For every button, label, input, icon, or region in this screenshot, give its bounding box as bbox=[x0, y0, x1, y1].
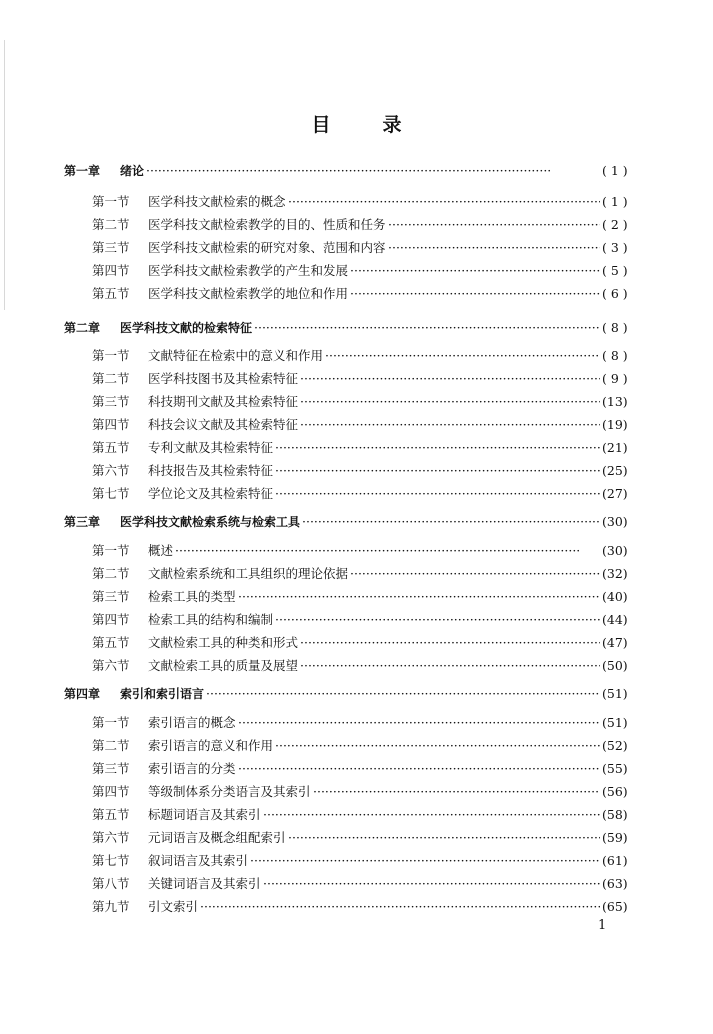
toc-entry-title: 文献特征在检索中的意义和作用 bbox=[148, 348, 324, 363]
toc-page-ref: (32) bbox=[602, 566, 628, 581]
toc-page-ref: (40) bbox=[602, 589, 628, 604]
toc-page-ref: ( 1 ) bbox=[602, 194, 628, 209]
toc-section-row[interactable] bbox=[0, 415, 713, 435]
toc-section-row[interactable] bbox=[0, 656, 713, 676]
toc-leader-dots bbox=[200, 897, 600, 917]
toc-section-row[interactable] bbox=[0, 736, 713, 756]
toc-entry-number: 第七节 bbox=[92, 486, 130, 501]
toc-entry-title: 检索工具的结构和编制 bbox=[148, 612, 274, 627]
toc-entry-number: 第四节 bbox=[92, 784, 130, 799]
toc-entry-number: 第一节 bbox=[92, 194, 130, 209]
toc-entry-title: 科技报告及其检索特征 bbox=[148, 463, 274, 478]
page-number: 1 bbox=[598, 918, 607, 933]
toc-leader-dots bbox=[350, 564, 600, 584]
toc-section-row[interactable] bbox=[0, 541, 713, 561]
toc-leader-dots bbox=[254, 318, 600, 338]
toc-page-ref: (30) bbox=[602, 514, 628, 529]
toc-page-ref: (30) bbox=[602, 543, 628, 558]
toc-leader-dots bbox=[175, 541, 600, 561]
toc-entry-title: 检索工具的类型 bbox=[148, 589, 236, 604]
toc-entry-title: 叙词语言及其索引 bbox=[148, 853, 249, 868]
toc-entry-number: 第三节 bbox=[92, 240, 130, 255]
toc-page-ref: (51) bbox=[602, 715, 628, 730]
toc-leader-dots bbox=[206, 684, 600, 704]
toc-entry-title: 索引和索引语言 bbox=[120, 687, 205, 701]
toc-entry-title: 科技期刊文献及其检索特征 bbox=[148, 394, 299, 409]
toc-entry-title: 元词语言及概念组配索引 bbox=[148, 830, 286, 845]
toc-section-row[interactable] bbox=[0, 438, 713, 458]
toc-leader-dots bbox=[238, 587, 600, 607]
toc-entry-title: 医学科技图书及其检索特征 bbox=[148, 371, 299, 386]
toc-entry-number: 第三节 bbox=[92, 761, 130, 776]
toc-entry-title: 概述 bbox=[148, 543, 174, 558]
toc-page-ref: (56) bbox=[602, 784, 628, 799]
toc-leader-dots bbox=[146, 161, 600, 181]
toc-entry-title: 医学科技文献检索的概念 bbox=[148, 194, 286, 209]
toc-entry-number: 第四节 bbox=[92, 417, 130, 432]
toc-page-ref: (13) bbox=[602, 394, 628, 409]
toc-page-ref: ( 8 ) bbox=[602, 348, 628, 363]
toc-entry-number: 第五节 bbox=[92, 440, 130, 455]
toc-leader-dots bbox=[388, 215, 600, 235]
toc-entry-title: 引文索引 bbox=[148, 899, 199, 914]
toc-entry-number: 第六节 bbox=[92, 658, 130, 673]
toc-page-ref: (44) bbox=[602, 612, 628, 627]
toc-section-row[interactable] bbox=[0, 192, 713, 212]
toc-leader-dots bbox=[350, 284, 600, 304]
title-char-2: 录 bbox=[382, 114, 402, 136]
toc-section-row[interactable] bbox=[0, 587, 713, 607]
toc-page-ref: (61) bbox=[602, 853, 628, 868]
toc-page-ref: ( 3 ) bbox=[602, 240, 628, 255]
toc-page-ref: (52) bbox=[602, 738, 628, 753]
toc-leader-dots bbox=[300, 633, 600, 653]
toc-entry-number: 第二节 bbox=[92, 371, 130, 386]
toc-entry-number: 第三章 bbox=[64, 515, 101, 529]
toc-section-row[interactable] bbox=[0, 713, 713, 733]
toc-entry-title: 文献检索工具的质量及展望 bbox=[148, 658, 299, 673]
toc-entry-number: 第四节 bbox=[92, 263, 130, 278]
toc-page-ref: (27) bbox=[602, 486, 628, 501]
toc-entry-number: 第七节 bbox=[92, 853, 130, 868]
toc-entry-title: 绪论 bbox=[120, 164, 145, 178]
toc-page-ref: ( 2 ) bbox=[602, 217, 628, 232]
toc-leader-dots bbox=[275, 484, 600, 504]
toc-entry-number: 第二节 bbox=[92, 566, 130, 581]
toc-leader-dots bbox=[302, 512, 600, 532]
toc-leader-dots bbox=[275, 438, 600, 458]
toc-entry-number: 第二章 bbox=[64, 321, 101, 335]
toc-section-row[interactable] bbox=[0, 759, 713, 779]
toc-entry-title: 文献检索系统和工具组织的理论依据 bbox=[148, 566, 349, 581]
toc-leader-dots bbox=[250, 851, 600, 871]
toc-page-ref: ( 9 ) bbox=[602, 371, 628, 386]
toc-leader-dots bbox=[263, 874, 600, 894]
toc-leader-dots bbox=[275, 736, 600, 756]
toc-page-ref: ( 5 ) bbox=[602, 263, 628, 278]
toc-entry-number: 第一节 bbox=[92, 715, 130, 730]
toc-leader-dots bbox=[288, 192, 600, 212]
toc-entry-title: 医学科技文献检索教学的地位和作用 bbox=[148, 286, 349, 301]
toc-page-ref: (50) bbox=[602, 658, 628, 673]
toc-entry-number: 第二节 bbox=[92, 217, 130, 232]
page-title bbox=[0, 110, 713, 137]
toc-page-ref: ( 8 ) bbox=[602, 320, 628, 335]
toc-entry-title: 索引语言的概念 bbox=[148, 715, 236, 730]
toc-section-row[interactable] bbox=[0, 564, 713, 584]
toc-entry-number: 第三节 bbox=[92, 589, 130, 604]
toc-entry-title: 关键词语言及其索引 bbox=[148, 876, 261, 891]
toc-entry-number: 第五节 bbox=[92, 286, 130, 301]
title-char-1: 目 bbox=[311, 114, 331, 136]
toc-section-row[interactable] bbox=[0, 284, 713, 304]
toc-section-row[interactable] bbox=[0, 782, 713, 802]
toc-entry-number: 第四节 bbox=[92, 612, 130, 627]
toc-page-ref: (47) bbox=[602, 635, 628, 650]
toc-page-ref: (59) bbox=[602, 830, 628, 845]
toc-entry-title: 索引语言的分类 bbox=[148, 761, 236, 776]
toc-section-row[interactable] bbox=[0, 897, 713, 917]
toc-section-row[interactable] bbox=[0, 461, 713, 481]
toc-entry-number: 第一节 bbox=[92, 543, 130, 558]
toc-entry-number: 第八节 bbox=[92, 876, 130, 891]
toc-chapter-row[interactable] bbox=[0, 684, 713, 704]
toc-leader-dots bbox=[263, 805, 600, 825]
toc-page-ref: (19) bbox=[602, 417, 628, 432]
toc-page-ref: (51) bbox=[602, 686, 628, 701]
toc-entry-title: 科技会议文献及其检索特征 bbox=[148, 417, 299, 432]
toc-section-row[interactable] bbox=[0, 874, 713, 894]
toc-section-row[interactable] bbox=[0, 392, 713, 412]
toc-section-row[interactable] bbox=[0, 828, 713, 848]
toc-entry-title: 医学科技文献检索教学的目的、性质和任务 bbox=[148, 217, 386, 232]
toc-page-ref: (55) bbox=[602, 761, 628, 776]
toc-entry-number: 第四章 bbox=[64, 687, 101, 701]
toc-chapter-row[interactable] bbox=[0, 318, 713, 338]
toc-leader-dots bbox=[300, 656, 600, 676]
toc-entry-title: 医学科技文献检索教学的产生和发展 bbox=[148, 263, 349, 278]
toc-section-row[interactable] bbox=[0, 633, 713, 653]
toc-entry-number: 第一节 bbox=[92, 348, 130, 363]
toc-page-ref: ( 1 ) bbox=[602, 163, 628, 178]
toc-chapter-row[interactable] bbox=[0, 512, 713, 532]
toc-entry-number: 第九节 bbox=[92, 899, 130, 914]
toc-entry-number: 第一章 bbox=[64, 164, 101, 178]
toc-section-row[interactable] bbox=[0, 238, 713, 258]
toc-entry-title: 索引语言的意义和作用 bbox=[148, 738, 274, 753]
toc-entry-title: 标题词语言及其索引 bbox=[148, 807, 261, 822]
toc-leader-dots bbox=[388, 238, 600, 258]
toc-section-row[interactable] bbox=[0, 261, 713, 281]
toc-entry-number: 第六节 bbox=[92, 463, 130, 478]
toc-page-ref: (58) bbox=[602, 807, 628, 822]
toc-page-ref: (21) bbox=[602, 440, 628, 455]
toc-section-row[interactable] bbox=[0, 484, 713, 504]
toc-leader-dots bbox=[325, 346, 600, 366]
toc-entry-title: 等级制体系分类语言及其索引 bbox=[148, 784, 311, 799]
toc-leader-dots bbox=[238, 759, 600, 779]
toc-entry-title: 医学科技文献检索系统与检索工具 bbox=[120, 515, 301, 529]
toc-entry-number: 第五节 bbox=[92, 635, 130, 650]
toc-leader-dots bbox=[275, 610, 600, 630]
toc-section-row[interactable] bbox=[0, 346, 713, 366]
toc-entry-title: 医学科技文献检索的研究对象、范围和内容 bbox=[148, 240, 386, 255]
toc-section-row[interactable] bbox=[0, 805, 713, 825]
toc-leader-dots bbox=[300, 369, 600, 389]
toc-entry-number: 第六节 bbox=[92, 830, 130, 845]
toc-page-ref: ( 6 ) bbox=[602, 286, 628, 301]
toc-section-row[interactable] bbox=[0, 610, 713, 630]
toc-entry-number: 第三节 bbox=[92, 394, 130, 409]
toc-entry-title: 医学科技文献的检索特征 bbox=[120, 321, 253, 335]
toc-leader-dots bbox=[350, 261, 600, 281]
toc-entry-title: 专利文献及其检索特征 bbox=[148, 440, 274, 455]
toc-leader-dots bbox=[238, 713, 600, 733]
toc-section-row[interactable] bbox=[0, 369, 713, 389]
toc-entry-number: 第二节 bbox=[92, 738, 130, 753]
toc-page-ref: (65) bbox=[602, 899, 628, 914]
toc-entry-number: 第五节 bbox=[92, 807, 130, 822]
toc-page-ref: (25) bbox=[602, 463, 628, 478]
toc-leader-dots bbox=[300, 415, 600, 435]
toc-leader-dots bbox=[313, 782, 600, 802]
toc-page-ref: (63) bbox=[602, 876, 628, 891]
toc-entry-title: 文献检索工具的种类和形式 bbox=[148, 635, 299, 650]
toc-chapter-row[interactable] bbox=[0, 161, 713, 181]
toc-leader-dots bbox=[288, 828, 600, 848]
toc-leader-dots bbox=[300, 392, 600, 412]
toc-section-row[interactable] bbox=[0, 851, 713, 871]
toc-leader-dots bbox=[275, 461, 600, 481]
toc-entry-title: 学位论文及其检索特征 bbox=[148, 486, 274, 501]
toc-section-row[interactable] bbox=[0, 215, 713, 235]
